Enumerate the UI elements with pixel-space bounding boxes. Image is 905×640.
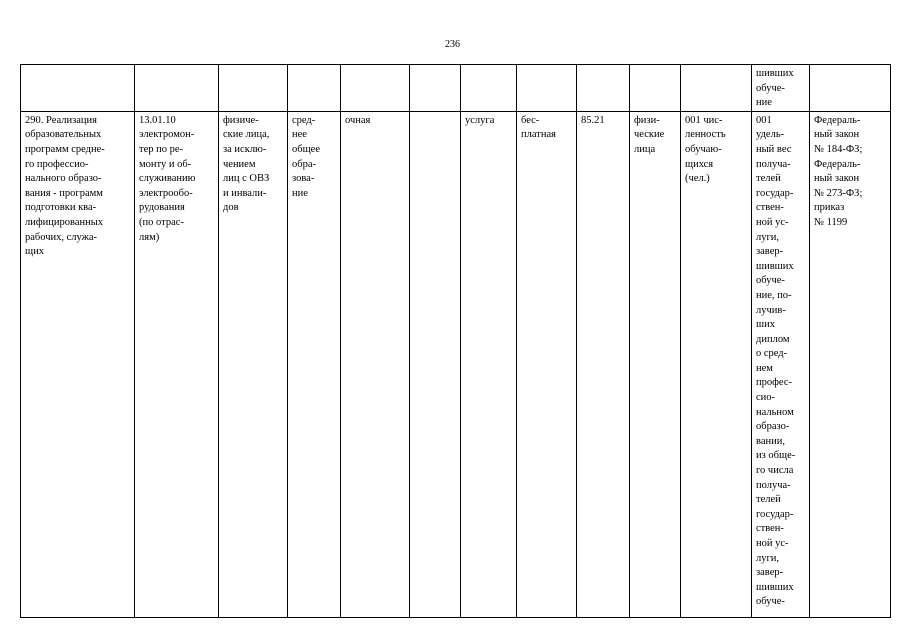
- table-cell: [21, 65, 135, 112]
- table-row-continuation: [21, 65, 891, 112]
- education-level-cell: сред- нее общее обра- зова- ние: [288, 111, 341, 617]
- service-name-cell: 290. Реализация образовательных программ средне- го профессио- нального образо- вания - программ подготовки ква- лифицированных рабочих, служа- щих: [21, 111, 135, 617]
- table-row-290: [21, 111, 891, 617]
- table-cell: [630, 65, 681, 112]
- legal-basis-cell: Федераль- ный закон № 184-ФЗ; Федераль- ный закон № 273-ФЗ; приказ № 1199: [810, 111, 891, 617]
- table-cell: [681, 65, 752, 112]
- table-cell: [577, 65, 630, 112]
- table-cell: [810, 65, 891, 112]
- recipient-category-cell: физиче- ские лица, за исклю- чением лиц с ОВЗ и инвали- дов: [219, 111, 288, 617]
- table-cell: [461, 65, 517, 112]
- page-number: 236: [445, 39, 460, 50]
- okved-code-cell: 85.21: [577, 111, 630, 617]
- table-cell: [517, 65, 577, 112]
- consumer-category-cell: физи- ческие лица: [630, 111, 681, 617]
- volume-indicator-cell: 001 чис- ленность обучаю- щихся (чел.): [681, 111, 752, 617]
- service-type-cell: услуга: [461, 111, 517, 617]
- table-cell: [219, 65, 288, 112]
- table-cell: [410, 65, 461, 112]
- table-cell: [288, 65, 341, 112]
- quality-indicator-cell: 001 удель- ный вес получа- телей государ- ствен- ной ус- луги, завер- шивших обуче- ние, по- лучив- ших диплом о сред- нем профес- сио- нальном образо- вании, из обще- го числа получа- телей государ- ствен- ной ус- луги, завер- шивших обуче-: [752, 111, 810, 617]
- study-form-cell: очная: [341, 111, 410, 617]
- table-cell: [135, 65, 219, 112]
- payment-type-cell: бес- платная: [517, 111, 577, 617]
- services-registry-table: [20, 64, 891, 618]
- table-cell: [341, 65, 410, 112]
- quality-indicator-continuation-cell: шивших обуче- ние: [752, 65, 810, 112]
- profession-code-cell: 13.01.10 электромон- тер по ре- монту и об- служиванию электрообо- рудования (по отрас- лям): [135, 111, 219, 617]
- empty-cell: [410, 111, 461, 617]
